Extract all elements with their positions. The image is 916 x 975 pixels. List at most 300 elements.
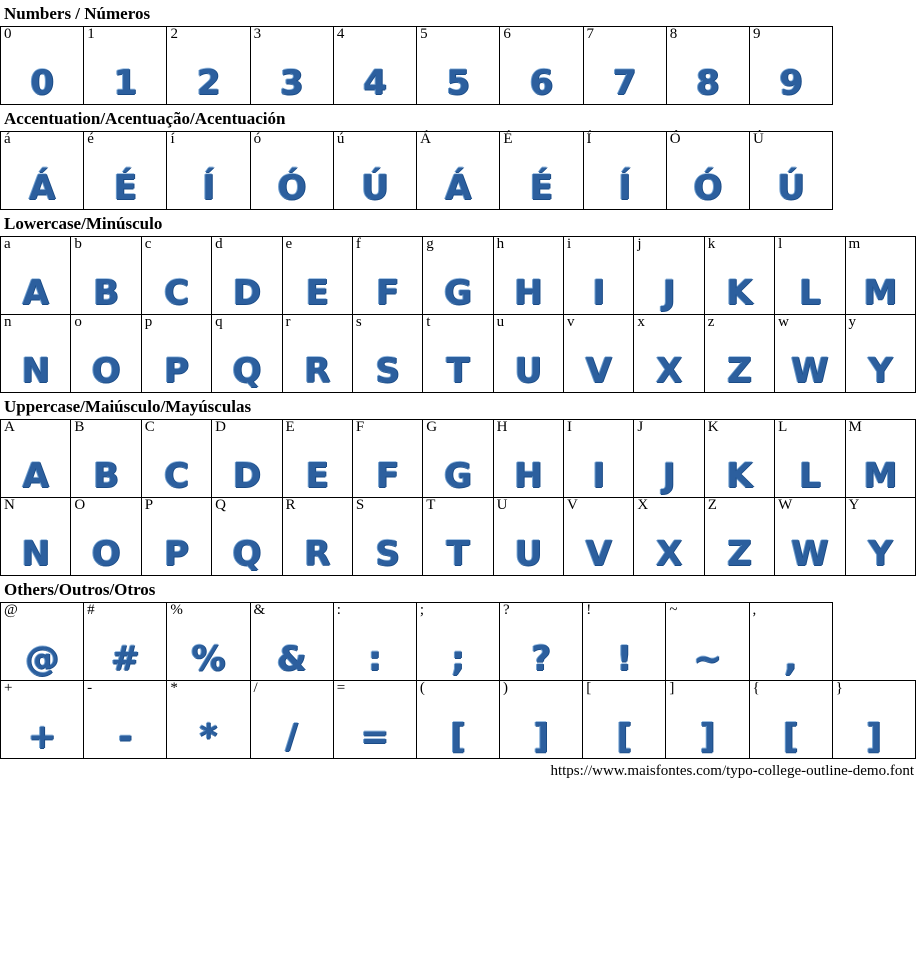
glyph-cell-inner <box>775 420 844 497</box>
glyph-cell-inner <box>71 498 140 575</box>
glyph-sample: C <box>163 273 189 313</box>
glyph-cell-inner <box>283 237 352 314</box>
glyph-sample: Ú <box>361 168 389 208</box>
glyph-cell-inner <box>212 237 281 314</box>
glyph-cell[interactable] <box>416 603 499 681</box>
char-label: 7 <box>586 26 595 42</box>
glyph-cell-inner <box>564 498 633 575</box>
char-label: Í <box>586 131 592 147</box>
glyph-cell-inner <box>1 420 70 497</box>
char-label: ] <box>669 680 675 696</box>
glyph-cell-inner <box>353 498 422 575</box>
char-label: = <box>336 680 346 696</box>
glyph-cell[interactable] <box>1 603 84 681</box>
char-label: B <box>74 419 85 435</box>
char-label: s <box>355 314 362 330</box>
glyph-cell[interactable] <box>583 27 666 105</box>
glyph-cell[interactable] <box>493 237 563 315</box>
glyph-cell[interactable] <box>845 237 916 315</box>
glyph-cell[interactable] <box>1 420 71 498</box>
glyph-cell[interactable] <box>212 315 282 393</box>
glyph-cell-inner <box>666 681 748 758</box>
glyph-sample: 7 <box>612 63 637 103</box>
char-label: / <box>253 680 258 696</box>
glyph-sample: I <box>592 456 606 496</box>
char-label: - <box>87 680 93 696</box>
glyph-cell[interactable] <box>583 603 666 681</box>
glyph-sample: J <box>662 273 676 313</box>
char-label: U <box>496 497 508 513</box>
glyph-cell-inner <box>283 315 352 392</box>
glyph-cell-inner <box>417 603 499 680</box>
glyph-cell[interactable] <box>634 315 704 393</box>
glyph-cell[interactable] <box>1 27 84 105</box>
glyph-sample: [ <box>782 717 799 757</box>
char-label: * <box>170 680 178 696</box>
glyph-cell[interactable] <box>84 603 167 681</box>
glyph-cell-inner <box>423 237 492 314</box>
glyph-cell[interactable] <box>167 603 250 681</box>
glyph-cell-inner <box>84 132 166 209</box>
glyph-cell-inner <box>417 681 499 758</box>
glyph-cell-inner <box>846 420 916 497</box>
glyph-cell-inner <box>750 603 832 680</box>
glyph-cell-inner <box>833 681 915 758</box>
glyph-cell-inner <box>142 498 211 575</box>
glyph-cell[interactable] <box>212 237 282 315</box>
glyph-sample: ~ <box>693 639 722 679</box>
glyph-sample: P <box>163 351 189 391</box>
glyph-sample: T <box>446 534 470 574</box>
glyph-sample: 4 <box>363 63 387 103</box>
glyph-cell[interactable] <box>564 237 634 315</box>
glyph-cell[interactable] <box>775 420 845 498</box>
char-label: d <box>215 236 223 252</box>
char-label: Ú <box>752 131 764 147</box>
glyph-sample: H <box>514 456 543 496</box>
glyph-cell-inner <box>634 237 703 314</box>
glyph-cell[interactable] <box>84 681 167 759</box>
glyph-cell[interactable] <box>1 498 71 576</box>
glyph-cell[interactable] <box>666 681 749 759</box>
char-label: D <box>215 419 226 435</box>
glyph-cell[interactable] <box>417 132 500 210</box>
glyph-sample: U <box>514 351 543 391</box>
glyph-cell-inner <box>584 27 666 104</box>
glyph-cell[interactable] <box>71 498 141 576</box>
glyph-cell-empty <box>833 27 916 105</box>
glyph-sample: M <box>863 273 898 313</box>
char-label: ú <box>336 131 345 147</box>
glyph-cell-inner <box>84 27 166 104</box>
glyph-cell-inner <box>1 237 70 314</box>
char-label: % <box>170 602 183 618</box>
glyph-row <box>1 27 916 105</box>
glyph-cell[interactable] <box>167 132 250 210</box>
glyph-cell-inner <box>423 315 492 392</box>
glyph-cell-inner <box>500 132 582 209</box>
glyph-cell-inner <box>417 132 499 209</box>
glyph-cell-inner <box>353 315 422 392</box>
glyph-sample: 5 <box>446 63 471 103</box>
glyph-cell[interactable] <box>250 681 333 759</box>
glyph-sample: W <box>791 534 829 574</box>
char-label: } <box>835 680 843 696</box>
glyph-cell[interactable] <box>352 420 422 498</box>
glyph-cell[interactable] <box>634 237 704 315</box>
glyph-cell[interactable] <box>704 420 774 498</box>
glyph-cell-inner <box>1 27 83 104</box>
glyph-cell[interactable] <box>845 315 916 393</box>
glyph-cell[interactable] <box>1 237 71 315</box>
glyph-cell[interactable] <box>352 237 422 315</box>
glyph-cell[interactable] <box>500 603 583 681</box>
glyph-cell[interactable] <box>417 27 500 105</box>
char-label: I <box>567 419 572 435</box>
glyph-cell[interactable] <box>71 315 141 393</box>
glyph-cell-inner <box>494 315 563 392</box>
char-label: h <box>496 236 505 252</box>
glyph-cell[interactable] <box>423 498 493 576</box>
glyph-sample: Á <box>28 168 56 208</box>
glyph-sample: T <box>446 351 470 391</box>
glyph-cell-inner <box>846 315 916 392</box>
glyph-cell-inner <box>84 603 166 680</box>
glyph-cell[interactable] <box>84 27 167 105</box>
glyph-cell-inner <box>775 315 844 392</box>
glyph-cell[interactable] <box>749 27 832 105</box>
glyph-cell-inner <box>142 315 211 392</box>
char-label: k <box>707 236 716 252</box>
char-label: é <box>87 131 94 147</box>
glyph-cell[interactable] <box>352 315 422 393</box>
char-label: [ <box>586 680 592 696</box>
glyph-cell-inner <box>666 603 748 680</box>
char-label: Q <box>215 497 226 513</box>
glyph-cell[interactable] <box>775 498 845 576</box>
glyph-cell-empty <box>833 132 916 210</box>
glyph-cell-inner <box>705 420 774 497</box>
glyph-sample: @ <box>25 639 60 679</box>
char-label: v <box>567 314 575 330</box>
glyph-cell[interactable] <box>500 27 583 105</box>
glyph-sample: É <box>113 168 137 208</box>
glyph-cell[interactable] <box>845 420 916 498</box>
glyph-sample: 1 <box>113 63 138 103</box>
char-label: ) <box>503 680 509 696</box>
glyph-sample: D <box>232 456 261 496</box>
glyph-cell[interactable] <box>666 132 749 210</box>
char-label: 8 <box>669 26 678 42</box>
glyph-cell-inner <box>423 498 492 575</box>
glyph-sample: G <box>443 273 472 313</box>
glyph-cell-inner <box>583 603 665 680</box>
glyph-sample: Z <box>727 534 752 574</box>
glyph-row <box>1 315 916 393</box>
glyph-cell-inner <box>167 132 249 209</box>
char-label: r <box>285 314 291 330</box>
glyph-cell-inner <box>251 27 333 104</box>
glyph-sample: ? <box>531 639 551 679</box>
glyph-sample: C <box>163 456 189 496</box>
char-label: : <box>336 602 341 618</box>
char-label: F <box>355 419 365 435</box>
glyph-row <box>1 237 916 315</box>
glyph-cell[interactable] <box>250 27 333 105</box>
glyph-cell[interactable] <box>84 132 167 210</box>
glyph-cell[interactable] <box>845 498 916 576</box>
glyph-sample: N <box>21 351 50 391</box>
glyph-cell-inner <box>564 420 633 497</box>
glyph-cell[interactable] <box>634 420 704 498</box>
glyph-sample: N <box>21 534 50 574</box>
glyph-cell[interactable] <box>250 132 333 210</box>
glyph-table-numbers <box>0 26 916 105</box>
glyph-cell-inner <box>634 420 703 497</box>
glyph-row <box>1 681 916 759</box>
char-label: P <box>144 497 154 513</box>
glyph-cell[interactable] <box>167 27 250 105</box>
glyph-sample: % <box>191 639 226 679</box>
glyph-sample: E <box>305 273 329 313</box>
glyph-cell-inner <box>500 27 582 104</box>
glyph-cell[interactable] <box>493 315 563 393</box>
glyph-sample: + <box>27 717 57 757</box>
glyph-cell-inner <box>251 603 333 680</box>
char-label: S <box>355 497 365 513</box>
char-label: e <box>285 236 293 252</box>
glyph-cell[interactable] <box>500 132 583 210</box>
glyph-cell[interactable] <box>282 315 352 393</box>
char-label: a <box>4 236 11 252</box>
glyph-cell-inner <box>1 681 83 758</box>
glyph-table-uppercase <box>0 419 916 576</box>
glyph-cell[interactable] <box>1 132 84 210</box>
glyph-sample: J <box>662 456 676 496</box>
glyph-cell[interactable] <box>666 603 749 681</box>
glyph-cell[interactable] <box>704 315 774 393</box>
char-label: V <box>567 497 578 513</box>
glyph-cell[interactable] <box>333 681 416 759</box>
glyph-sample: L <box>798 273 821 313</box>
glyph-sample: 3 <box>279 63 304 103</box>
glyph-cell[interactable] <box>666 27 749 105</box>
glyph-cell[interactable] <box>333 132 416 210</box>
glyph-cell[interactable] <box>634 498 704 576</box>
char-label: f <box>355 236 361 252</box>
glyph-cell-inner <box>846 498 916 575</box>
glyph-row <box>1 420 916 498</box>
glyph-cell-inner <box>251 681 333 758</box>
char-label: T <box>426 497 436 513</box>
char-label: m <box>848 236 861 252</box>
glyph-cell-inner <box>667 132 749 209</box>
glyph-sample: D <box>232 273 261 313</box>
glyph-cell[interactable] <box>832 681 915 759</box>
char-label: Y <box>848 497 860 513</box>
glyph-cell[interactable] <box>333 603 416 681</box>
glyph-cell[interactable] <box>564 498 634 576</box>
glyph-cell[interactable] <box>423 315 493 393</box>
glyph-cell-inner <box>353 420 422 497</box>
glyph-sample: I <box>592 273 606 313</box>
glyph-sample: M <box>863 456 898 496</box>
glyph-sample: Ú <box>777 168 805 208</box>
char-label: C <box>144 419 155 435</box>
glyph-cell[interactable] <box>141 315 211 393</box>
glyph-sample: B <box>93 273 120 313</box>
glyph-cell[interactable] <box>564 315 634 393</box>
glyph-sample: [ <box>450 717 466 757</box>
char-label: { <box>752 680 760 696</box>
char-label: , <box>752 602 757 618</box>
glyph-cell-inner <box>167 603 249 680</box>
glyph-row <box>1 603 916 681</box>
glyph-sample: S <box>375 534 400 574</box>
char-label: X <box>637 497 649 513</box>
glyph-sample: ; <box>451 639 465 679</box>
glyph-cell[interactable] <box>749 681 832 759</box>
glyph-cell[interactable] <box>352 498 422 576</box>
glyph-cell-inner <box>283 420 352 497</box>
glyph-cell-inner <box>500 603 582 680</box>
glyph-sample: Í <box>618 168 631 208</box>
glyph-table-lowercase <box>0 236 916 393</box>
glyph-cell-inner <box>846 237 916 314</box>
char-label: # <box>87 602 95 618</box>
glyph-cell-inner <box>750 132 832 209</box>
glyph-cell[interactable] <box>423 420 493 498</box>
glyph-cell[interactable] <box>71 237 141 315</box>
glyph-cell-inner <box>564 315 633 392</box>
char-label: p <box>144 314 153 330</box>
glyph-cell-inner <box>167 27 249 104</box>
glyph-cell-inner <box>775 498 844 575</box>
char-label: @ <box>4 602 18 618</box>
glyph-sample: V <box>585 351 612 391</box>
glyph-cell[interactable] <box>704 498 774 576</box>
glyph-cell[interactable] <box>167 681 250 759</box>
glyph-sample: 9 <box>779 63 803 103</box>
char-label: j <box>637 236 642 252</box>
glyph-cell[interactable] <box>71 420 141 498</box>
section-title-numbers: Numbers / Números <box>4 4 151 23</box>
char-label: R <box>285 497 296 513</box>
section-title-accentuation: Accentuation/Acentuação/Acentuación <box>4 109 286 128</box>
glyph-cell[interactable] <box>141 498 211 576</box>
glyph-cell[interactable] <box>282 420 352 498</box>
glyph-cell[interactable] <box>775 315 845 393</box>
char-label: z <box>707 314 715 330</box>
glyph-cell-inner <box>142 420 211 497</box>
glyph-cell[interactable] <box>282 237 352 315</box>
glyph-cell-inner <box>1 132 83 209</box>
char-label: 3 <box>253 26 262 42</box>
glyph-sample: U <box>514 534 543 574</box>
glyph-sample: Ó <box>693 168 723 208</box>
glyph-cell[interactable] <box>1 681 84 759</box>
glyph-cell[interactable] <box>416 681 499 759</box>
glyph-cell-inner <box>84 681 166 758</box>
glyph-cell-inner <box>212 315 281 392</box>
glyph-sample: , <box>784 639 798 679</box>
glyph-cell-inner <box>423 420 492 497</box>
glyph-cell[interactable] <box>564 420 634 498</box>
glyph-cell[interactable] <box>1 315 71 393</box>
char-label: Ó <box>669 131 681 147</box>
glyph-sample: W <box>791 351 829 391</box>
glyph-cell[interactable] <box>704 237 774 315</box>
glyph-cell-inner <box>1 498 70 575</box>
glyph-sample: 2 <box>196 63 221 103</box>
char-label: 5 <box>420 26 428 42</box>
glyph-cell[interactable] <box>493 498 563 576</box>
glyph-sample: 8 <box>696 63 720 103</box>
glyph-cell[interactable] <box>141 420 211 498</box>
char-label: u <box>496 314 505 330</box>
glyph-sample: A <box>22 273 49 313</box>
glyph-cell-inner <box>334 132 416 209</box>
glyph-cell-inner <box>750 27 832 104</box>
char-label: ; <box>419 602 425 618</box>
glyph-sample: A <box>22 456 49 496</box>
char-label: g <box>426 236 434 252</box>
glyph-cell-inner <box>353 237 422 314</box>
char-label: E <box>285 419 295 435</box>
glyph-cell[interactable] <box>423 237 493 315</box>
glyph-cell[interactable] <box>500 681 583 759</box>
glyph-sample: ! <box>616 639 633 679</box>
glyph-cell[interactable] <box>212 420 282 498</box>
glyph-sample: / <box>285 717 298 757</box>
glyph-cell[interactable] <box>775 237 845 315</box>
char-label: ó <box>253 131 262 147</box>
glyph-sample: : <box>367 639 382 679</box>
glyph-cell[interactable] <box>333 27 416 105</box>
glyph-cell-inner <box>1 315 70 392</box>
glyph-cell[interactable] <box>250 603 333 681</box>
glyph-sample: 0 <box>30 63 54 103</box>
glyph-cell[interactable] <box>583 681 666 759</box>
char-label: á <box>4 131 11 147</box>
glyph-sample: B <box>93 456 120 496</box>
glyph-sample: Á <box>445 168 472 208</box>
glyph-sample: = <box>360 717 390 757</box>
glyph-cell-inner <box>494 498 563 575</box>
char-label: + <box>4 680 13 696</box>
glyph-cell[interactable] <box>212 498 282 576</box>
glyph-sample: V <box>585 534 612 574</box>
glyph-cell-inner <box>251 132 333 209</box>
glyph-cell[interactable] <box>282 498 352 576</box>
glyph-sample: F <box>375 456 400 496</box>
glyph-cell-inner <box>494 420 563 497</box>
glyph-cell[interactable] <box>749 132 832 210</box>
glyph-cell[interactable] <box>141 237 211 315</box>
glyph-cell-empty <box>832 603 915 681</box>
glyph-cell[interactable] <box>493 420 563 498</box>
glyph-sample: - <box>118 717 133 757</box>
char-label: q <box>215 314 223 330</box>
char-label: 6 <box>503 26 511 42</box>
char-label: 9 <box>752 26 761 42</box>
char-label: N <box>4 497 15 513</box>
glyph-cell-inner <box>334 681 416 758</box>
glyph-cell[interactable] <box>583 132 666 210</box>
glyph-sample: O <box>91 351 121 391</box>
glyph-cell[interactable] <box>749 603 832 681</box>
glyph-row <box>1 498 916 576</box>
